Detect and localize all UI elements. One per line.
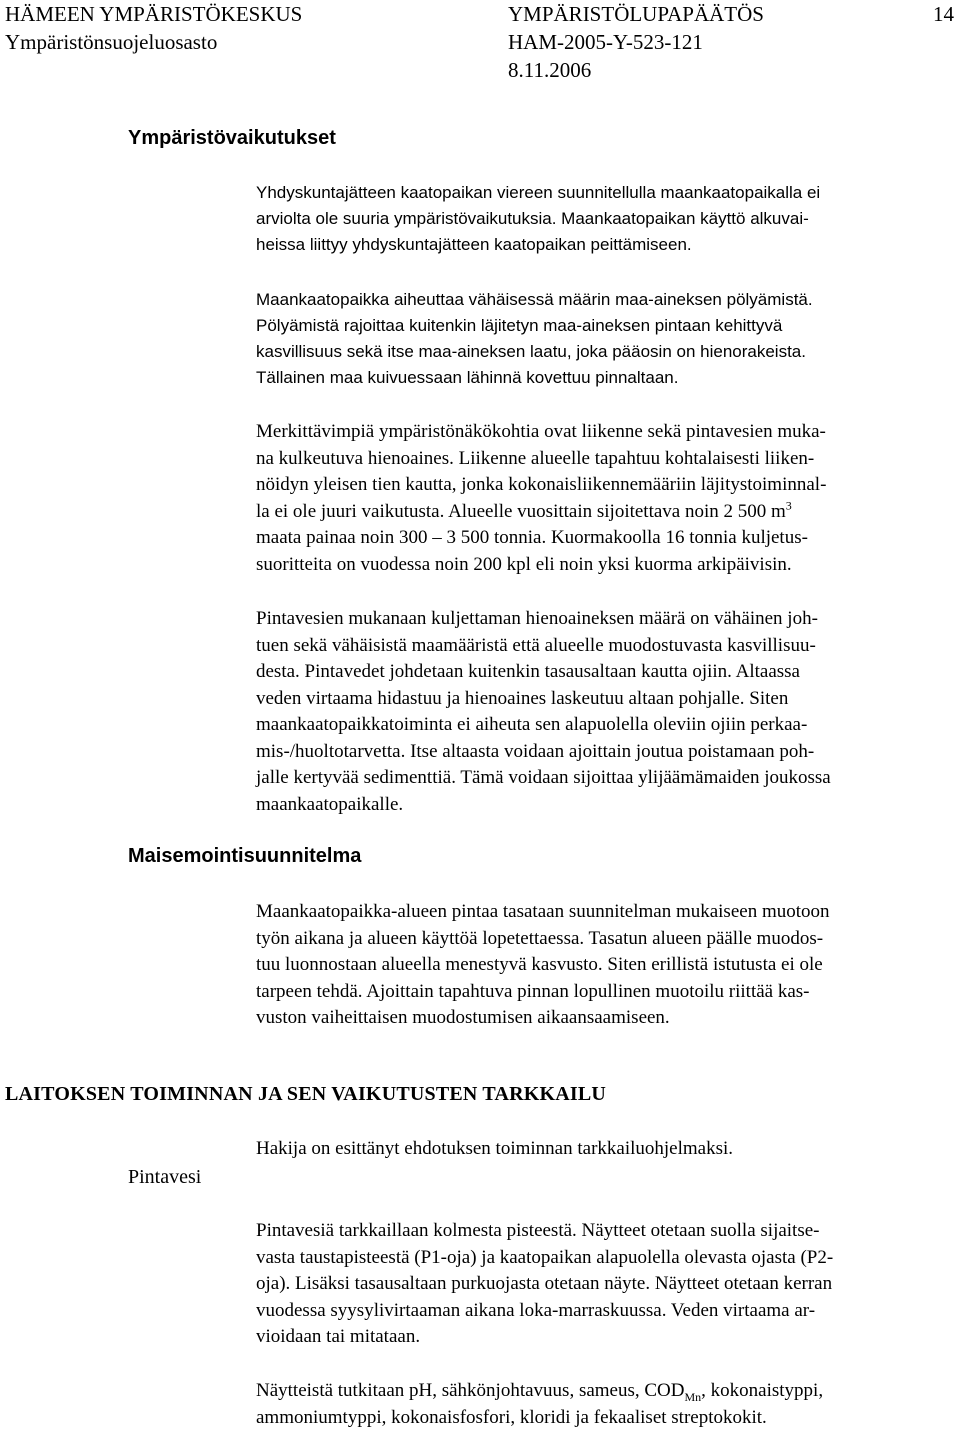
document-number: HAM-2005-Y-523-121: [508, 30, 703, 54]
text-line-with-subscript: [256, 1378, 956, 1405]
paragraph-monitoring-2: [256, 1218, 956, 1351]
document-type: YMPÄRISTÖLUPAPÄÄTÖS: [508, 2, 764, 26]
superscript: 3: [785, 498, 792, 513]
subheading-surface-water: Pintavesi: [128, 1166, 202, 1188]
text-line: tuen sekä vähäisistä maamääristä että alueelle muodostuvasta kasvillisuu-: [256, 634, 816, 656]
text-line: desta. Pintavedet johdetaan kuitenkin tasausaltaan kautta ojiin. Altaassa: [256, 661, 800, 682]
text-line: vuston vaiheittaisen muodostumisen aikaansaamiseen.: [256, 1007, 670, 1028]
text-line: vasta taustapisteestä (P1-oja) ja kaatopaikan alapuolella olevasta ojasta (P2-: [256, 1246, 834, 1268]
text-line: Maankaatopaikka-alueen pintaa tasataan suunnitelman mukaiseen muotoon: [256, 901, 830, 922]
text-line: Pintavesien mukanaan kuljettaman hienoaineksen määrä on vähäinen joh-: [256, 608, 818, 629]
text-line: Maankaatopaikka aiheuttaa vähäisessä määrin maa-aineksen pölyämistä.: [256, 290, 813, 309]
text-line: Pölyämistä rajoittaa kuitenkin läjitetyn maa-aineksen pintaan kehittyvä: [256, 316, 783, 335]
section-heading-landscaping: Maisemointisuunnitelma: [128, 845, 362, 867]
page-number: 14: [933, 2, 954, 26]
subscript: Mn: [684, 1389, 702, 1404]
text-line: Yhdyskuntajätteen kaatopaikan viereen suunnitellulla maankaatopaikalla ei: [256, 183, 821, 202]
text-line: arviolta ole suuria ympäristövaikutuksia. Maankaatopaikan käyttö alkuvai-: [256, 209, 809, 228]
text-line: tarpeen tehdä. Ajoittain tapahtuva pinnan lopullinen muotoilu riittää kas-: [256, 980, 810, 1002]
text-line: maankaatopaikalle.: [256, 793, 404, 815]
text-line: veden virtaama hidastuu ja hienoaines laskeutuu altaan pohjalle. Siten: [256, 687, 789, 709]
text-line: kasvillisuus sekä itse maa-aineksen laatu, joka pääosin on hienorakeista.: [256, 342, 806, 361]
text-line: jalle kertyvää sedimenttiä. Tämä voidaan sijoittaa ylijäämämaiden joukossa: [256, 767, 831, 788]
paragraph-monitoring-3: [256, 1378, 956, 1431]
paragraph-env-2: [256, 287, 956, 391]
office-name: HÄMEEN YMPÄRISTÖKESKUS: [5, 2, 303, 26]
paragraph-env-1: [256, 180, 956, 258]
text-line: ammoniumtyppi, kokonaisfosfori, kloridi ja fekaaliset streptokokit.: [256, 1406, 767, 1428]
paragraph-landscaping: [256, 899, 956, 1032]
header-left: [5, 0, 302, 56]
text-line-with-unit: [256, 499, 956, 526]
text-line: vioidaan tai mitataan.: [256, 1326, 421, 1347]
text-line: mis-/huoltotarvetta. Itse altaasta voidaan ajoittain joutua poistamaan poh-: [256, 740, 815, 762]
text-line: Pintavesiä tarkkaillaan kolmesta pisteestä. Näytteet otetaan suolla sijaitse-: [256, 1220, 820, 1241]
text-line: suoritteita on vuodessa noin 200 kpl eli noin yksi kuorma arkipäivisin.: [256, 553, 792, 575]
text-line: maankaatopaikkatoiminta ei aiheuta sen alapuolella oleviin ojiin perkaa-: [256, 714, 808, 735]
section-heading-environmental: Ympäristövaikutukset: [128, 127, 336, 149]
text-line: Hakija on esittänyt ehdotuksen toiminnan tarkkailuohjelmaksi.: [256, 1138, 734, 1159]
text-line: työn aikana ja alueen käyttöä lopetettaessa. Tasatun alueen päälle muodos-: [256, 927, 824, 949]
text-line: Merkittävimpiä ympäristönäkökohtia ovat liikenne sekä pintavesien muka-: [256, 421, 826, 442]
text-line: oja). Lisäksi tasausaltaan purkuojasta otetaan näyte. Näytteet otetaan kerran: [256, 1273, 833, 1294]
department-name: Ympäristönsuojeluosasto: [5, 30, 218, 54]
text-line: la ei ole juuri vaikutusta. Alueelle vuosittain sijoitettava noin 2 500 m: [256, 500, 786, 522]
text-line: Tällainen maa kuivuessaan lähinnä kovettuu pinnaltaan.: [256, 368, 679, 387]
document-date: 8.11.2006: [508, 58, 592, 82]
text-line: na kulkeutuva hienoaines. Liikenne alueelle tapahtuu kohtalaisesti liiken-: [256, 447, 815, 469]
text-line: tuu luonnostaan alueella menestyvä kasvusto. Siten erillistä istutusta ei ole: [256, 954, 823, 975]
text-line: vuodessa syysylivirtaaman aikana loka-marraskuussa. Veden virtaama ar-: [256, 1299, 816, 1321]
text-line: heissa liittyy yhdyskuntajätteen kaatopaikan peittämiseen.: [256, 235, 692, 254]
paragraph-monitoring-1: [256, 1136, 956, 1163]
header-right: [508, 0, 764, 84]
text-line: nöidyn yleisen tien kautta, jonka kokonaisliikennemääriin läjitystoiminnal-: [256, 474, 827, 495]
text-segment: , kokonaistyppi,: [701, 1380, 824, 1401]
text-line: maata painaa noin 300 – 3 500 tonnia. Kuormakoolla 16 tonnia kuljetus-: [256, 527, 808, 548]
paragraph-env-4: [256, 606, 956, 818]
paragraph-env-3: [256, 419, 956, 578]
section-heading-monitoring: LAITOKSEN TOIMINNAN JA SEN VAIKUTUSTEN TARKKAILU: [5, 1083, 607, 1105]
text-segment: Näytteistä tutkitaan pH, sähkönjohtavuus, sameus, COD: [256, 1380, 685, 1401]
